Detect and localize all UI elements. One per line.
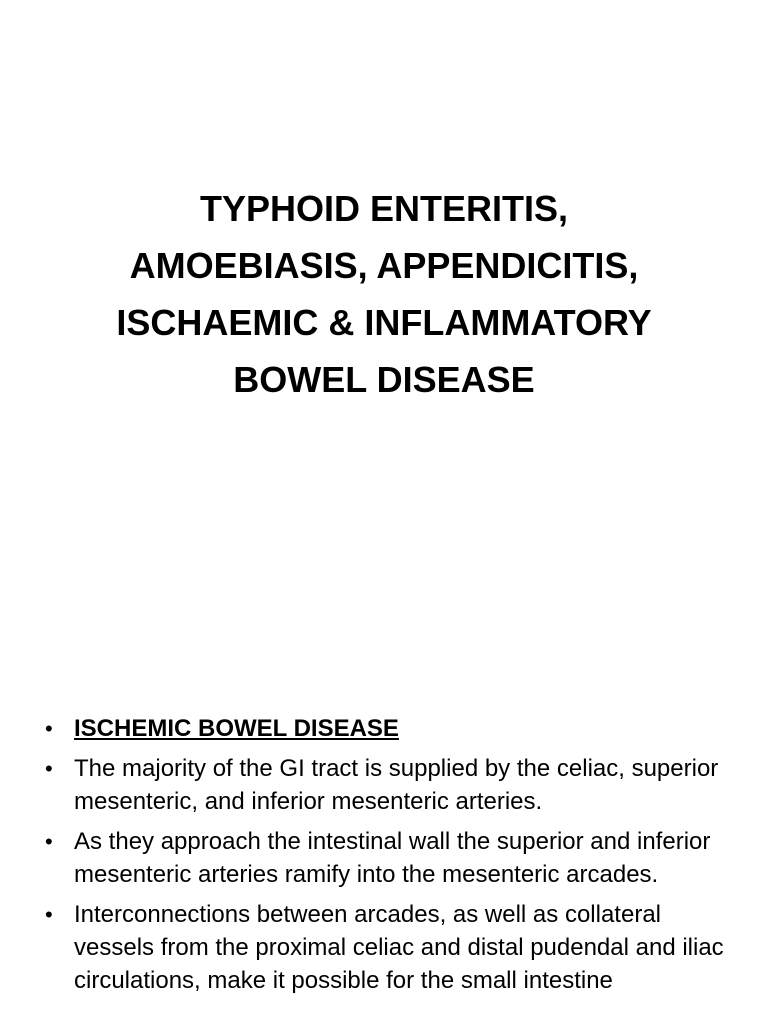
bullet-text: Interconnections between arcades, as well as collateral vessels from the proximal celiac and distal pudendal and iliac circulations, make it possible for the small intestine [74,901,724,994]
bullet-text: As they approach the intestinal wall the superior and inferior mesenteric arteries ramify into the mesenteric arcades. [74,828,711,888]
bullet-item-ischemic-heading [0,712,768,745]
title-line: ISCHAEMIC & INFLAMMATORY [116,302,652,343]
title-line: AMOEBIASIS, APPENDICITIS, [129,245,639,286]
bullet-text: The majority of the GI tract is supplied by the celiac, superior mesenteric, and inferior mesenteric arteries. [74,755,719,815]
bullet-item [0,898,768,997]
title-line: BOWEL DISEASE [233,359,535,400]
section-heading: ISCHEMIC BOWEL DISEASE [74,715,399,742]
bullet-icon: • [45,829,53,854]
bullet-icon: • [45,902,53,927]
bullet-item [0,752,768,818]
bullet-icon: • [45,756,53,781]
bullet-item [0,825,768,891]
slide-title [40,180,728,408]
bullet-list [0,712,768,1004]
bullet-icon: • [45,716,53,741]
title-line: TYPHOID ENTERITIS, [199,188,569,229]
